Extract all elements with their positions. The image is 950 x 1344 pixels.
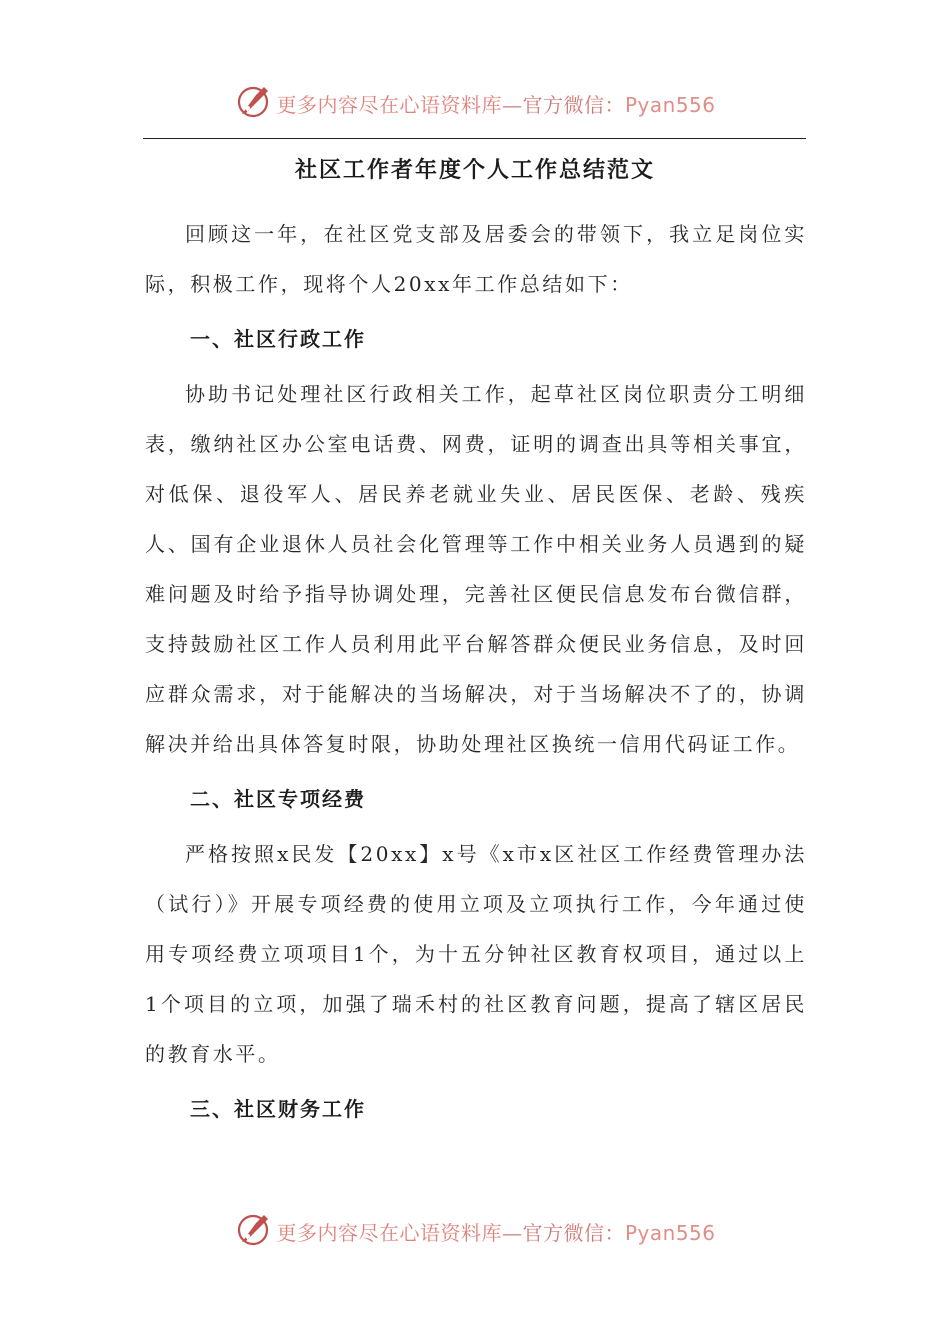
banner-dash: — [501, 92, 523, 117]
section-heading-1: 一、社区行政工作 [190, 327, 366, 351]
intro-paragraph: 回顾这一年，在社区党支部及居委会的带领下，我立足岗位实际，积极工作，现将个人20xx年工作总结如下： [145, 222, 807, 296]
section-body-1: 协助书记处理社区行政相关工作，起草社区岗位职责分工明细表，缴纳社区办公室电话费、网费，证明的调查出具等相关事宜，对低保、退役军人、居民养老就业失业、居民医保、老龄、残疾人、国有企业退休人员社会化管理等工作中相关业务人员遇到的疑难问题及时给予指导协调处理，完善社区便民信息发布台微信群，支持鼓励社区工作人员利用此平台解答群众便民业务信息，及时回应群众需求，对于能解决的当场解决，对于当场解决不了的，协调解决并给出具体答复时限，协助处理社区换统一信用代码证工作。 [145, 382, 807, 756]
document-title: 社区工作者年度个人工作总结范文 [294, 158, 655, 183]
banner-dash: — [501, 1220, 523, 1245]
pen-nib-logo-icon [234, 81, 274, 121]
document-body [145, 209, 807, 1127]
banner-wechat-label: 官方微信： [522, 1220, 625, 1245]
banner-text [276, 89, 715, 118]
pen-nib-logo-icon [234, 1209, 274, 1249]
header-watermark-banner [0, 80, 950, 126]
banner-text [276, 1217, 715, 1246]
section-body-2: 严格按照x民发【20xx】x号《x市x区社区工作经费管理办法（试行）》开展专项经费的使用立项及立项执行工作，今年通过使用专项经费立项项目1个，为十五分钟社区教育权项目，通过以上1个项目的立项，加强了瑞禾村的社区教育问题，提高了辖区居民的教育水平。 [145, 842, 807, 1066]
section-heading-3: 三、社区财务工作 [190, 1097, 366, 1121]
header-divider [143, 138, 806, 139]
banner-wechat-label: 官方微信： [522, 92, 625, 117]
banner-prefix: 更多内容尽在心语资料库 [276, 1220, 502, 1245]
section-heading-2: 二、社区专项经费 [190, 787, 366, 811]
banner-wechat-id: Pyan556 [624, 1220, 716, 1245]
banner-prefix: 更多内容尽在心语资料库 [276, 92, 502, 117]
footer-watermark-banner [0, 1208, 950, 1254]
banner-wechat-id: Pyan556 [624, 92, 716, 117]
